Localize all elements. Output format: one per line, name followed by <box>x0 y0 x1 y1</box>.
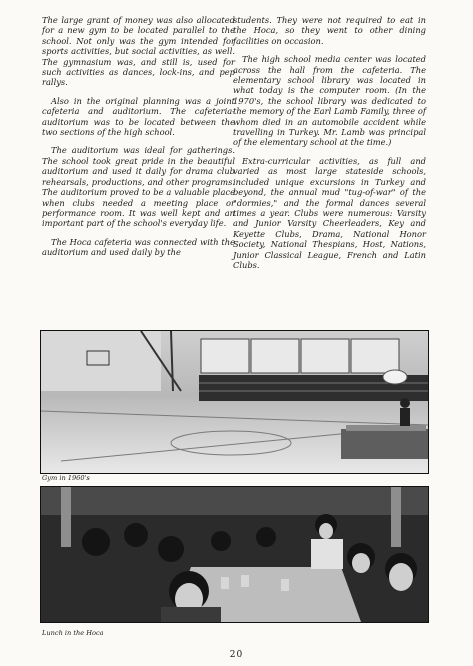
page-number: 20 <box>229 650 244 660</box>
lunch-caption: Lunch in the Hoca <box>42 629 104 637</box>
text-column-left <box>42 15 235 266</box>
paragraph-gym: The large grant of money was also allocated for a new gym to be located parallel to the school. Not only was the gym intended for sports activities, but social activities, as well. The gymnasium was, and still is, used for such activities as dances, lock-ins, and pep rallys. <box>42 15 235 88</box>
text-column-right <box>233 15 426 278</box>
paragraph-hoca-start: The Hoca cafeteria was connected with the auditorium and used daily by the <box>42 236 235 258</box>
gym-photo <box>40 330 429 474</box>
lunch-photo <box>40 486 429 623</box>
gym-caption: Gym in 1960's <box>42 474 90 482</box>
paragraph-extracurricular: Extra-curricular activities, as full and varied as most large stateside schools, included unique excursions in Turkey and beyond, the annual mud "tug-of-war" of the "dormies," and the formal dances several times a year. Clubs were numerous: Varsity and Junior Varsity Cheerleaders, Key and Keyette Clubs, Drama, National Honor Society, National Thespians, Host, Nations, Junior Classical League, French and Latin Clubs. <box>233 155 426 270</box>
paragraph-hoca-continued: students. They were not required to eat in the Hoca, so they went to other dining facilities on occasion. <box>233 15 426 46</box>
paragraph-cafeteria-auditorium: Also in the original planning was a joint cafeteria and auditorium. The cafeteria-auditorium was to be located between the two sections of the high school. <box>42 95 235 138</box>
paragraph-auditorium: The auditorium was ideal for gatherings. The school took great pride in the beautiful auditorium and used it daily for drama club rehearsals, productions, and other programs. The auditorium proved to be a valuable place when clubs needed a meeting place or performance room. It was well kept and an important part of the school's everyday life. <box>42 145 235 229</box>
paragraph-media-center: The high school media center was located across the hall from the cafeteria. The elementary school library was located in what today is the computer room. (In the 1970's, the school library was dedicated to the memory of the Earl Lamb Family, three of whom died in an automobile accident while travelling in Turkey. Mr. Lamb was principal of the elementary school at the time.) <box>233 54 426 148</box>
